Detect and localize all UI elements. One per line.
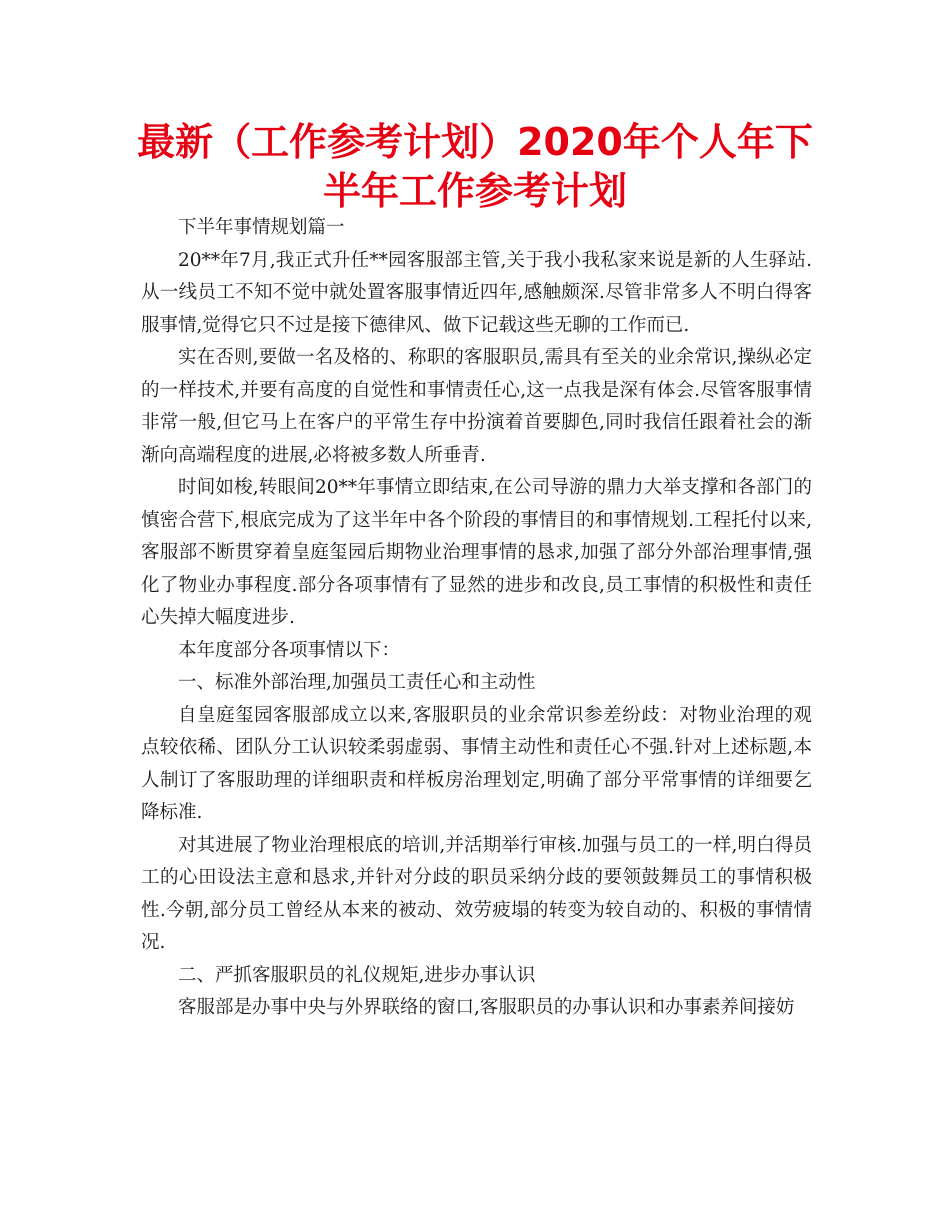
paragraph: 实在否则,要做一名及格的、称职的客服职员,需具有至关的业余常识,操纵必定的一样技术,并要有高度的自觉性和事情责任心,这一点我是深有体会.尽管客服事情非常一般,但它马上在客户的平常生存中扮演着首要脚色,同时我信任跟着社会的渐渐向高端程度的进展,必将被多数人所垂青. [141,347,812,466]
paragraph: 时间如梭,转眼间20**年事情立即结束,在公司导游的鼎力大举支撑和各部门的慎密合营下,根底完成为了这半年中各个阶段的事情目的和事情规划.工程托付以来,客服部不断贯穿着皇庭玺园后期物业治理事情的恳求,加强了部分外部治理事情,强化了物业办事程度.部分各项事情有了显然的进步和改良,员工事情的积极性和责任心失掉大幅度进步. [141,477,812,628]
paragraph: 本年度部分各项事情以下： [178,639,401,661]
section-heading: 一、标准外部治理,加强员工责任心和主动性 [178,672,536,693]
section-heading: 下半年事情规划篇一 [178,217,345,238]
paragraph: 自皇庭玺园客服部成立以来,客服职员的业余常识参差纷歧：对物业治理的观点较依稀、团队分工认识较柔弱虚弱、事情主动性和责任心不强.针对上述标题,本人制订了客服助理的详细职责和样板房治理划定,明确了部分平常事情的详细要乞降标准. [141,704,812,823]
document-body [141,212,812,1025]
paragraph: 对其进展了物业治理根底的培训,并活期举行审核.加强与员工的一样,明白得员工的心田设法主意和恳求,并针对分歧的职员采纳分歧的要领鼓舞员工的事情积极性.今朝,部分员工曾经从本来的被动、效劳疲塌的转变为较自动的、积极的事情情况. [141,834,812,953]
section-heading: 二、严抓客服职员的礼仪规矩,进步办事认识 [178,964,536,986]
document-title: 最新（工作参考计划）2020年个人年下半年工作参考计划 [137,120,813,213]
paragraph: 20**年7月,我正式升任**园客服部主管,关于我小我私家来说是新的人生驿站.从一线员工不知不觉中就处置客服事情近四年,感触颇深.尽管非常多人不明白得客服事情,觉得它只不过是接下德律风、做下记载这些无聊的工作而已. [141,249,812,336]
paragraph: 客服部是办事中央与外界联络的窗口,客服职员的办事认识和办事素养间接妨 [178,997,795,1018]
